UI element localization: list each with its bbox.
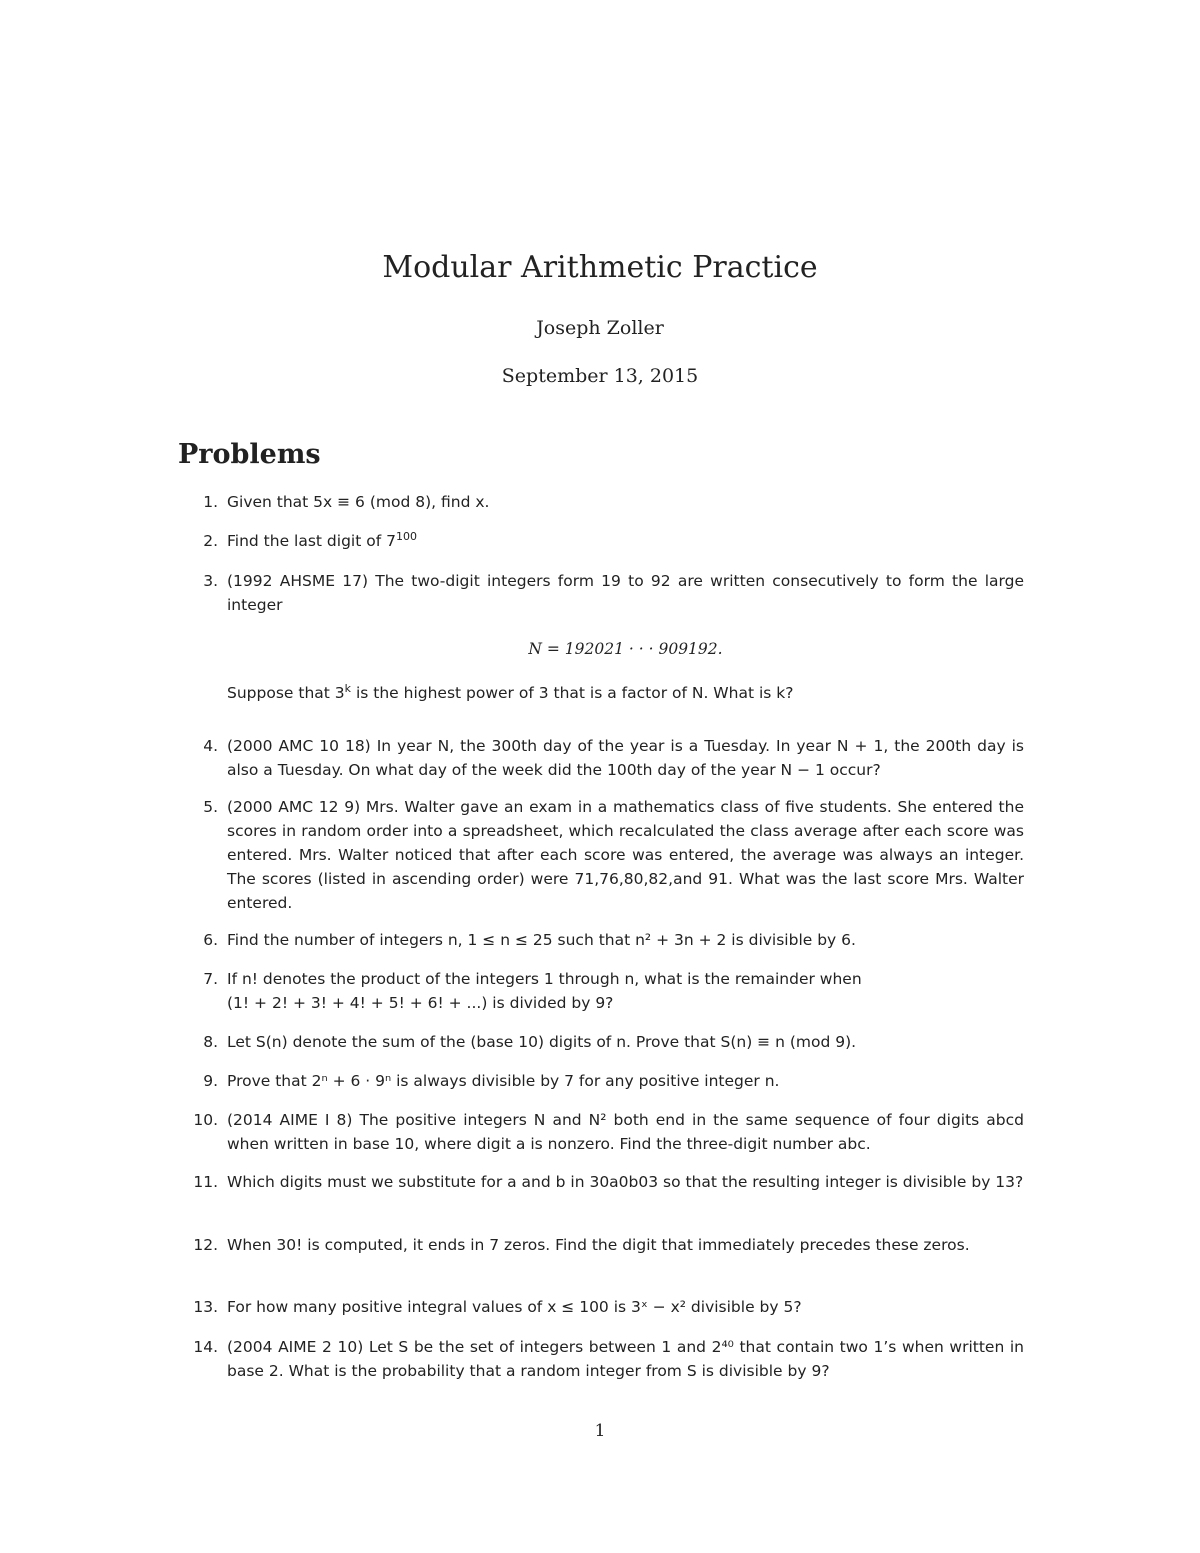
problem-number: 10. (193, 1111, 218, 1129)
problem-text-wrapper (227, 529, 1024, 553)
problem-number: 13. (193, 1298, 218, 1316)
problem-item (178, 1295, 1024, 1319)
problem-text: (2014 AIME I 8) The positive integers N and N² both end in the same sequence of four digits abcd when written in base 10, where digit a is nonzero. Find the three-digit number abc. (227, 1111, 1024, 1153)
problem-number: 4. (203, 737, 218, 755)
problem-item (178, 734, 1024, 782)
problem-text: Given that 5x ≡ 6 (mod 8), find x. (227, 493, 490, 511)
problem-text: Let S(n) denote the sum of the (base 10) digits of n. Prove that S(n) ≡ n (mod 9). (227, 1033, 857, 1051)
problem-item (178, 490, 1024, 514)
page-number: 1 (594, 1421, 606, 1441)
problem-item (178, 1069, 1024, 1093)
problem-exponent: 100 (395, 529, 417, 543)
problem-text: (2000 AMC 10 18) In year N, the 300th day of the year is a Tuesday. In year N + 1, the 200th day is also a Tuesday. On what day of the week did the 100th day of the year N − 1 occur? (227, 737, 1024, 779)
problem-text: If n! denotes the product of the integers 1 through n, what is the remainder when (227, 970, 862, 988)
document-title: Modular Arithmetic Practice (382, 250, 818, 285)
problem-body (227, 967, 1024, 1015)
problem-number: 11. (193, 1173, 218, 1191)
display-equation: N = 192021 · · · 909192. (528, 640, 723, 658)
problem-text: (2000 AMC 12 9) Mrs. Walter gave an exam in a mathematics class of five students. She entered the scores in random order into a spreadsheet, which recalculated the class average after each score was entered. Mrs. Walter noticed that after each score was entered, the average was always an integer. The scores (listed in ascending order) were 71,76,80,82,and 91. What was the last score Mrs. Walter entered. (227, 798, 1024, 912)
document-date: September 13, 2015 (501, 365, 699, 387)
section-heading: Problems (178, 439, 321, 470)
problem-number: 2. (203, 532, 218, 550)
problem-body (227, 569, 1024, 705)
problem-number: 7. (203, 970, 218, 988)
problem-item (178, 795, 1024, 915)
problem-item (178, 928, 1024, 952)
problem-item (178, 1335, 1024, 1383)
problem-number: 8. (203, 1033, 218, 1051)
problem-followup: Suppose that 3$^k$ is the highest power of 3 that is a factor of N. What is k? (227, 681, 794, 702)
problem-item (178, 967, 1024, 1015)
problem-text: Find the last digit of 7 (227, 532, 396, 550)
problem-text: (2004 AIME 2 10) Let S be the set of integers between 1 and 2⁴⁰ that contain two 1’s when written in base 2. What is the probability that a random integer from S is divisible by 9? (227, 1338, 1024, 1380)
problem-text: For how many positive integral values of x ≤ 100 is 3ˣ − x² divisible by 5? (227, 1298, 802, 1316)
problem-number: 6. (203, 931, 218, 949)
problem-item (178, 1233, 1024, 1257)
problem-number: 14. (193, 1338, 218, 1356)
document-author: Joseph Zoller (536, 317, 664, 339)
problem-item (178, 1170, 1024, 1194)
problem-item (178, 529, 1024, 553)
problem-text: Which digits must we substitute for a and b in 30a0b03 so that the resulting integer is divisible by 13? (227, 1173, 1024, 1191)
problem-text: (1992 AHSME 17) The two-digit integers form 19 to 92 are written consecutively to form the large integer (227, 572, 1024, 614)
problem-item (178, 1030, 1024, 1054)
problem-number: 3. (203, 572, 218, 590)
problem-text: Find the number of integers n, 1 ≤ n ≤ 25 such that n² + 3n + 2 is divisible by 6. (227, 931, 856, 949)
problem-item (178, 1108, 1024, 1156)
problem-number: 9. (203, 1072, 218, 1090)
problem-number: 1. (203, 493, 218, 511)
problem-text: When 30! is computed, it ends in 7 zeros. Find the digit that immediately precedes these zeros. (227, 1236, 970, 1254)
problem-text: Prove that 2ⁿ + 6 · 9ⁿ is always divisible by 7 for any positive integer n. (227, 1072, 780, 1090)
problem-text-line2: (1! + 2! + 3! + 4! + 5! + 6! + ...) is divided by 9? (227, 994, 614, 1012)
problem-number: 12. (193, 1236, 218, 1254)
problem-item (178, 569, 1024, 705)
problem-number: 5. (203, 798, 218, 816)
